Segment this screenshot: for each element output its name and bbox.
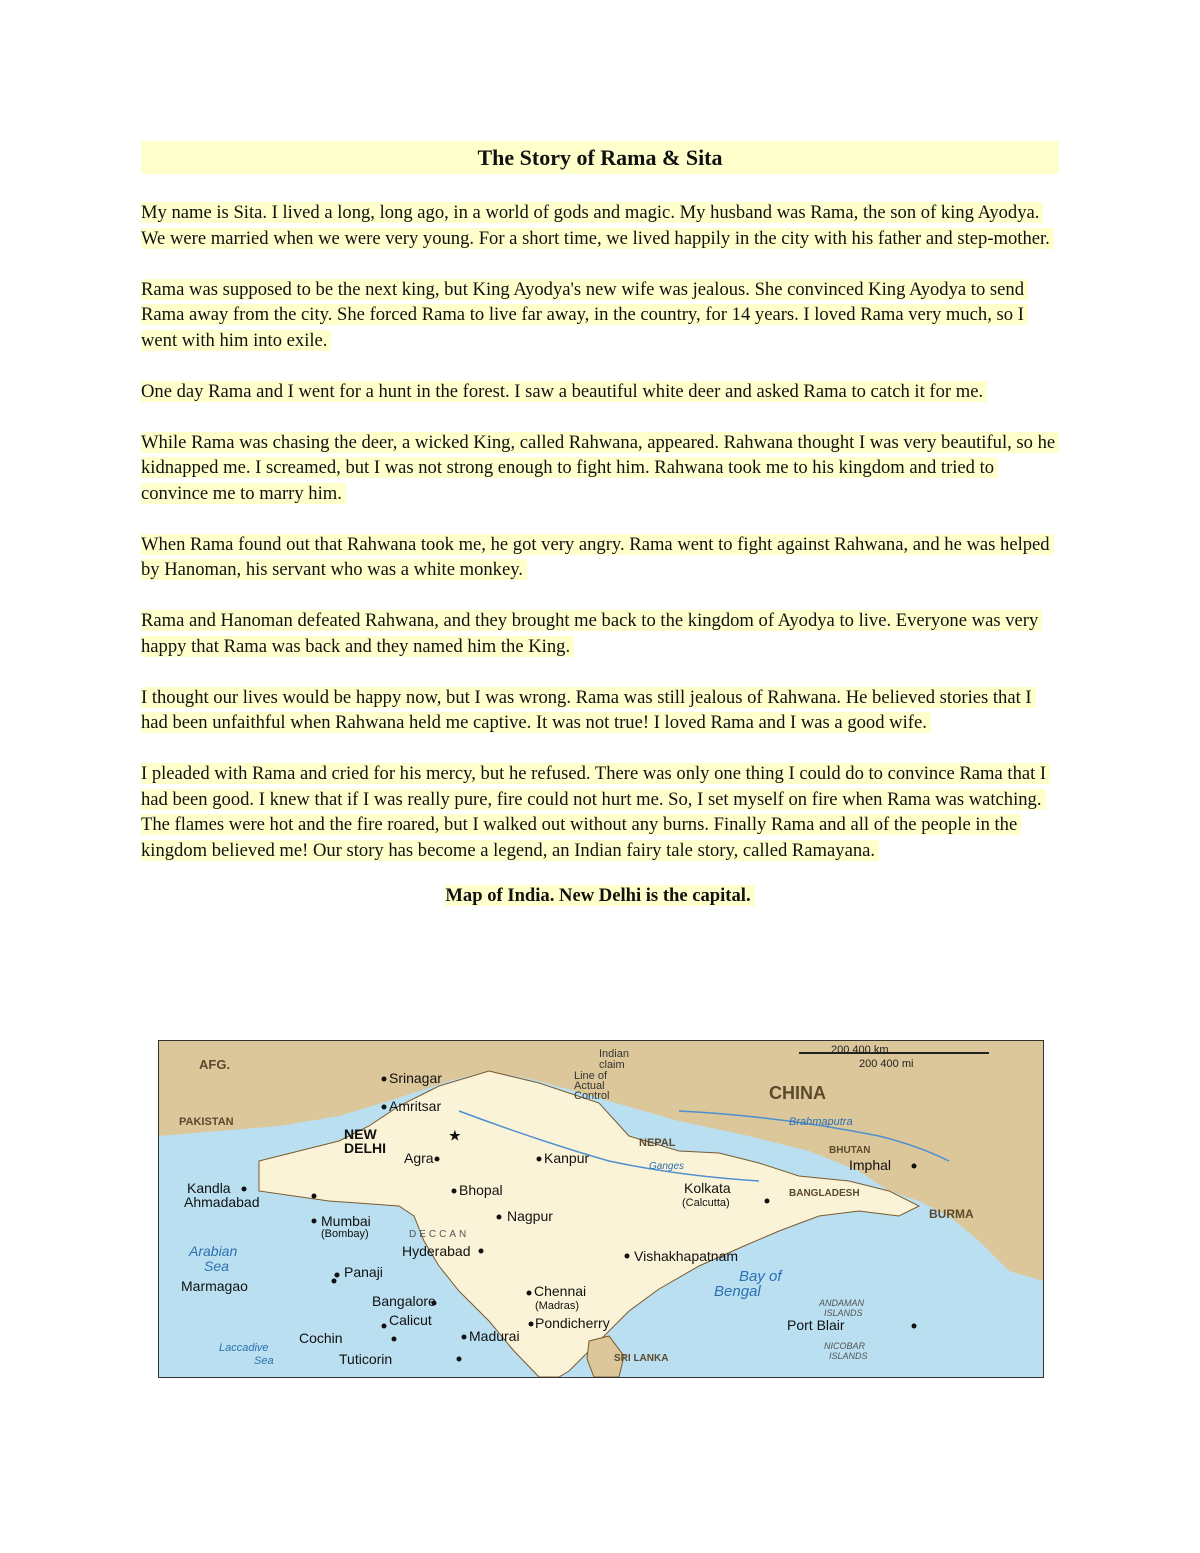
region-label: ISLANDS bbox=[824, 1308, 863, 1318]
city-label: Bangalore bbox=[372, 1293, 436, 1309]
country-label: BANGLADESH bbox=[789, 1188, 860, 1199]
city-label: Cochin bbox=[299, 1330, 343, 1346]
india-map bbox=[158, 1040, 1044, 1378]
city-label: Nagpur bbox=[507, 1208, 553, 1224]
city-label: Port Blair bbox=[787, 1317, 845, 1333]
story-paragraph: Rama and Hanoman defeated Rahwana, and they brought me back to the kingdom of Ayodya to live. Everyone was very happy that Rama was back and they named him the King. bbox=[141, 608, 1059, 659]
capital-star-icon: ★ bbox=[449, 1128, 461, 1143]
map-caption: Map of India. New Delhi is the capital. bbox=[141, 883, 1059, 908]
claim-label: Line of bbox=[574, 1070, 608, 1082]
city-label: Panaji bbox=[344, 1264, 383, 1280]
story-paragraph: When Rama found out that Rahwana took me, he got very angry. Rama went to fight against Rahwana, and he was helped by Hanoman, his servant who was a white monkey. bbox=[141, 532, 1059, 583]
country-label: CHINA bbox=[769, 1083, 826, 1103]
water-label: Brahmaputra bbox=[789, 1116, 853, 1128]
water-label: Sea bbox=[204, 1258, 229, 1274]
document-page bbox=[141, 141, 1059, 908]
city-label: Ahmadabad bbox=[184, 1194, 260, 1210]
city-label: Pondicherry bbox=[535, 1315, 610, 1331]
story-paragraph: One day Rama and I went for a hunt in the forest. I saw a beautiful white deer and asked Rama to catch it for me. bbox=[141, 379, 1059, 405]
country-label: BHUTAN bbox=[829, 1145, 871, 1156]
scale-mi-label: 200 400 mi bbox=[859, 1058, 914, 1070]
city-label: Madurai bbox=[469, 1328, 520, 1344]
city-label: Mumbai bbox=[321, 1213, 371, 1229]
capital-label: DELHI bbox=[344, 1140, 386, 1156]
country-label: SRI LANKA bbox=[614, 1353, 669, 1364]
city-label: Amritsar bbox=[389, 1098, 442, 1114]
city-label: (Bombay) bbox=[321, 1228, 369, 1240]
story-body bbox=[141, 200, 1059, 863]
country-label: PAKISTAN bbox=[179, 1116, 234, 1128]
claim-label: Indian bbox=[599, 1048, 629, 1060]
city-label: Chennai bbox=[534, 1283, 587, 1299]
city-label: Agra bbox=[404, 1150, 434, 1166]
claim-label: Actual bbox=[574, 1080, 605, 1092]
claim-label: Control bbox=[574, 1090, 610, 1102]
story-paragraph: Rama was supposed to be the next king, but King Ayodya's new wife was jealous. She convinced King Ayodya to send Rama away from the city. She forced Rama to live far away, in the country, for 14 years. I loved Rama very much, so I went with him into exile. bbox=[141, 277, 1059, 354]
water-label: Bay of bbox=[739, 1268, 782, 1285]
country-label: NEPAL bbox=[639, 1137, 676, 1149]
scale-km-label: 200 400 km bbox=[831, 1044, 889, 1056]
india-map-graphic bbox=[159, 1041, 1043, 1377]
water-label: Ganges bbox=[649, 1161, 685, 1172]
water-label: Bengal bbox=[714, 1283, 761, 1300]
region-label: ISLANDS bbox=[829, 1351, 868, 1361]
water-label: Laccadive bbox=[219, 1342, 269, 1354]
story-paragraph: My name is Sita. I lived a long, long ago, in a world of gods and magic. My husband was Rama, the son of king Ayodya. We were married when we were very young. For a short time, we lived happily in the city with his father and step-mother. bbox=[141, 200, 1059, 251]
city-label: Bhopal bbox=[459, 1182, 503, 1198]
country-label: AFG. bbox=[199, 1057, 231, 1072]
city-label: Hyderabad bbox=[402, 1243, 471, 1259]
city-label: (Madras) bbox=[535, 1300, 580, 1312]
city-label: Kanpur bbox=[544, 1150, 590, 1166]
country-label: BURMA bbox=[929, 1207, 974, 1221]
city-label: Srinagar bbox=[389, 1070, 442, 1086]
story-paragraph: I pleaded with Rama and cried for his mercy, but he refused. There was only one thing I could do to convince Rama that I had been good. I knew that if I was really pure, fire could not hurt me. So, I set myself on fire when Rama was watching. The flames were hot and the fire roared, but I walked out without any burns. Finally Rama and all of the people in the kingdom believed me! Our story has become a legend, an Indian fairy tale story, called Ramayana. bbox=[141, 761, 1059, 863]
capital-label: NEW bbox=[344, 1126, 377, 1142]
city-label: Marmagao bbox=[181, 1278, 248, 1294]
region-label: DECCAN bbox=[409, 1229, 470, 1240]
water-label: Arabian bbox=[189, 1243, 238, 1259]
region-label: ANDAMAN bbox=[819, 1298, 865, 1308]
city-label: (Calcutta) bbox=[682, 1197, 730, 1209]
city-label: Imphal bbox=[849, 1157, 892, 1173]
document-title: The Story of Rama & Sita bbox=[141, 141, 1059, 174]
water-label: Sea bbox=[254, 1355, 274, 1367]
city-label: Calicut bbox=[389, 1312, 432, 1328]
story-paragraph: While Rama was chasing the deer, a wicked King, called Rahwana, appeared. Rahwana thought I was very beautiful, so he kidnapped me. I screamed, but I was not strong enough to fight him. Rahwana took me to his kingdom and tried to convince me to marry him. bbox=[141, 430, 1059, 507]
city-label: Kandla bbox=[187, 1180, 231, 1196]
city-label: Tuticorin bbox=[339, 1351, 393, 1367]
story-paragraph: I thought our lives would be happy now, but I was wrong. Rama was still jealous of Rahwana. He believed stories that I had been unfaithful when Rahwana held me captive. It was not true! I loved Rama and I was a good wife. bbox=[141, 685, 1059, 736]
city-label: Vishakhapatnam bbox=[634, 1248, 739, 1264]
region-label: NICOBAR bbox=[824, 1341, 866, 1351]
city-label: Kolkata bbox=[684, 1180, 731, 1196]
claim-label: claim bbox=[599, 1059, 625, 1071]
